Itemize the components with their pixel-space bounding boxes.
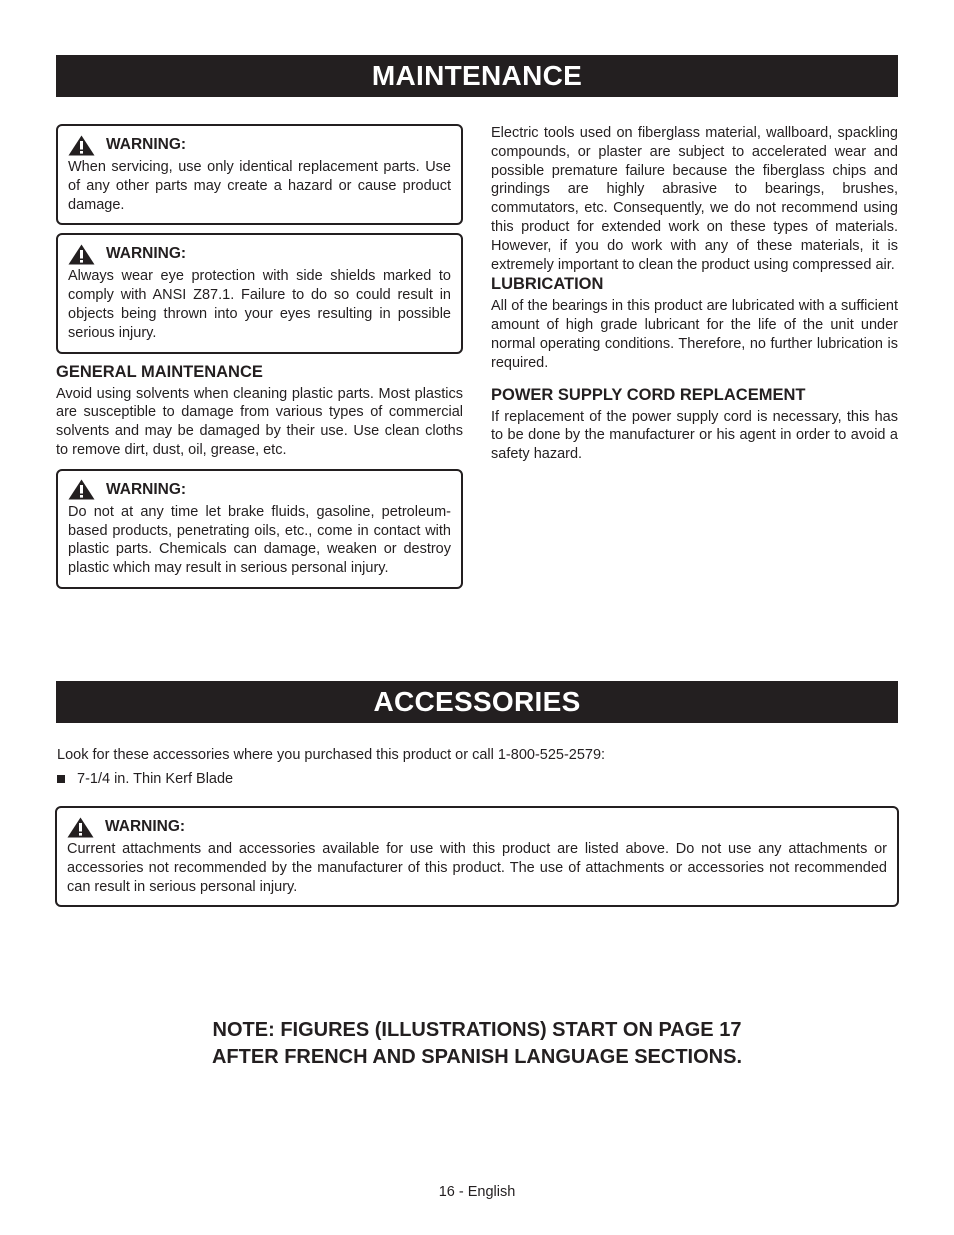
- page-footer: 16 - English: [438, 1184, 516, 1200]
- warning-text: Always wear eye protection with side shields marked to comply with ANSI Z87.1. Failure to do so could result in objects being thrown into your eyes resulting in possible serious injury.: [68, 268, 451, 341]
- warning-box-parts: [56, 124, 463, 225]
- maintenance-right-column: [491, 124, 898, 464]
- warning-label: WARNING:: [105, 818, 186, 835]
- warning-triangle-icon: [68, 244, 95, 265]
- warning-triangle-icon: [68, 135, 95, 156]
- warning-header: [68, 243, 451, 265]
- warning-box-eye-protection: [56, 233, 463, 353]
- warning-label: WARNING:: [106, 136, 187, 153]
- warning-label: WARNING:: [106, 245, 187, 263]
- warning-text: Current attachments and accessories available for use with this product are listed above. Do not use any attachments or accessories not recommended by the manufacturer of this product. The use of attachments or accessories not recommended can result in serious personal injury.: [67, 841, 887, 895]
- warning-box-accessories: [55, 806, 899, 907]
- list-item: [57, 771, 233, 787]
- warning-text: When servicing, use only identical replacement parts. Use of any other parts may create a hazard or cause product damage.: [68, 159, 451, 213]
- accessory-item-label: 7-1/4 in. Thin Kerf Blade: [77, 771, 234, 787]
- warning-triangle-icon: [67, 817, 94, 838]
- fiberglass-text: Electric tools used on fiberglass material, wallboard, spackling compounds, or plaster are subject to accelerated wear and possible premature failure because the fiberglass chips and grindings are highly abrasive to bearings, brushes, commutators, etc. Consequently, we do not recommend using this product for extended work on these types of materials. However, if you do work with any of these materials, it is extremely important to clean the product using compressed air.: [491, 125, 898, 273]
- warning-header: [68, 134, 451, 156]
- note-line-1: NOTE: FIGURES (ILLUSTRATIONS) START ON PAGE 17: [212, 1019, 742, 1041]
- general-maintenance-heading: GENERAL MAINTENANCE: [56, 362, 263, 381]
- note-line-2: AFTER FRENCH AND SPANISH LANGUAGE SECTIONS.: [211, 1046, 743, 1068]
- warning-label: WARNING:: [106, 480, 187, 498]
- accessories-title: ACCESSORIES: [56, 681, 898, 723]
- lubrication-text: All of the bearings in this product are lubricated with a sufficient amount of high grade lubricant for the life of the unit under normal operating conditions. Therefore, no further lubrication is required.: [491, 298, 898, 371]
- warning-box-chemicals: [56, 469, 463, 589]
- maintenance-title: MAINTENANCE: [56, 55, 898, 97]
- cord-replacement-heading: POWER SUPPLY CORD REPLACEMENT: [491, 385, 806, 404]
- cord-replacement-text: If replacement of the power supply cord is necessary, this has to be done by the manufacturer or his agent in order to avoid a safety hazard.: [491, 408, 898, 463]
- warning-header: [67, 816, 887, 838]
- warning-header: [68, 479, 451, 501]
- general-maintenance-text: Avoid using solvents when cleaning plastic parts. Most plastics are susceptible to damage from various types of commercial solvents and may be damaged by their use. Use clean cloths to remove dirt, dust, oil, grease, etc.: [56, 385, 463, 458]
- figures-note: [0, 1017, 954, 1071]
- bullet-square-icon: [57, 775, 65, 783]
- accessories-intro: Look for these accessories where you purchased this product or call 1-800-525-2579:: [57, 747, 606, 763]
- warning-text: Do not at any time let brake fluids, gasoline, petroleum-based products, penetrating oils, etc., come in contact with plastic parts. Chemicals can damage, weaken or destroy plastic which may result in serious personal injury.: [68, 503, 451, 577]
- maintenance-left-column: [56, 124, 463, 597]
- lubrication-heading: LUBRICATION: [491, 275, 604, 294]
- warning-triangle-icon: [68, 479, 95, 500]
